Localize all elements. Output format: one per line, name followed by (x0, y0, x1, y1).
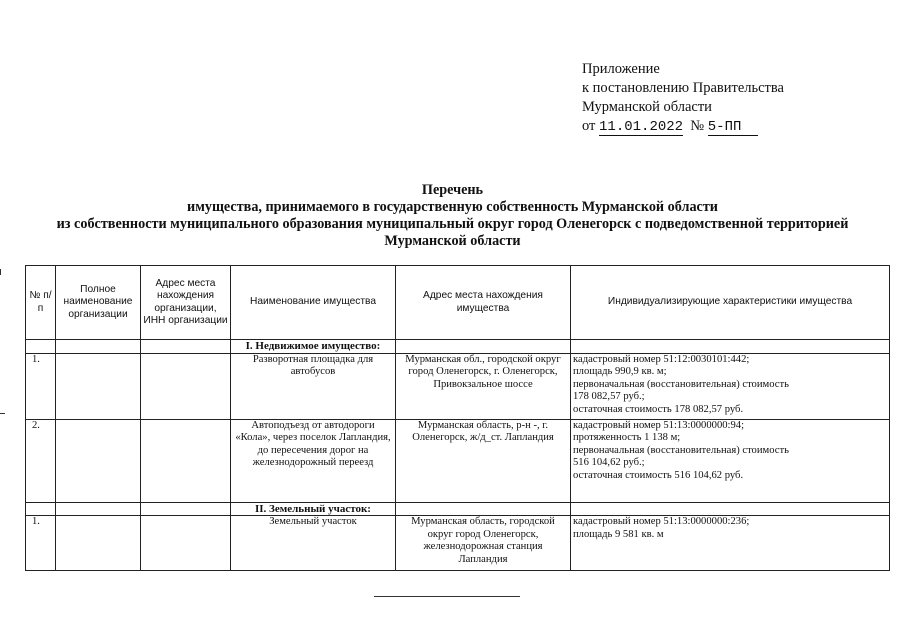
header-property-name: Наименование имущества (231, 266, 396, 340)
title-line-4: Мурманской области (384, 233, 521, 249)
header-property-address: Адрес места нахождения имущества (396, 266, 571, 340)
row-num: 2. (26, 419, 56, 502)
char-line: 178 082,57 руб.; (573, 391, 645, 403)
row-org (56, 516, 141, 571)
char-line: площадь 990,9 кв. м; (573, 366, 667, 378)
margin-mark (0, 269, 1, 275)
char-line: кадастровый номер 51:12:0030101:442; (573, 353, 750, 365)
row-property-address: Мурманская область, городской округ город Оленегорск, железнодорожная станция Лапландия (396, 516, 571, 571)
row-num: 1. (26, 353, 56, 419)
row-org (56, 419, 141, 502)
row-characteristics (571, 516, 890, 571)
row-org-address (141, 353, 231, 419)
appendix-line-3: Мурманской области (582, 99, 712, 115)
appendix-date-line (582, 117, 882, 136)
row-property-name: Разворотная площадка для автобусов (231, 353, 396, 419)
char-line: кадастровый номер 51:13:0000000:236; (573, 516, 750, 528)
title-line-1: Перечень (421, 182, 484, 198)
title-line-2: имущества, принимаемого в государственную собственность Мурманской области (187, 199, 718, 215)
char-line: 516 104,62 руб.; (573, 457, 645, 469)
row-org-address (141, 516, 231, 571)
number-prefix: № (690, 118, 705, 134)
char-line: первоначальная (восстановительная) стоимость (573, 444, 789, 456)
appendix-line-1: Приложение (582, 61, 660, 77)
header-num: № п/п (26, 266, 56, 340)
table-row (26, 516, 890, 571)
row-property-address: Мурманская область, р-н -, г. Оленегорск, ж/д_ст. Лапландия (396, 419, 571, 502)
row-characteristics (571, 419, 890, 502)
header-characteristics: Индивидуализирующие характеристики имущества (571, 266, 890, 340)
table-header-row (26, 266, 890, 340)
row-org-address (141, 419, 231, 502)
section-row (26, 502, 890, 516)
row-num: 1. (26, 516, 56, 571)
row-org (56, 353, 141, 419)
table-row (26, 353, 890, 419)
decree-number: 5-ПП (708, 120, 758, 136)
property-table (25, 265, 890, 571)
row-property-name: Автоподъезд от автодороги «Кола», через поселок Лапландия, до пересечения дорог на железнодорожный переезд (231, 419, 396, 502)
header-org-address: Адрес места нахождения организации, ИНН организации (141, 266, 231, 340)
footer-rule (374, 596, 520, 597)
section-row (26, 340, 890, 354)
char-line: площадь 9 581 кв. м (573, 528, 664, 540)
date-prefix: от (582, 118, 596, 134)
char-line: остаточная стоимость 178 082,57 руб. (573, 403, 744, 415)
margin-mark (0, 413, 5, 414)
row-property-name: Земельный участок (231, 516, 396, 571)
char-line: протяженность 1 138 м; (573, 432, 681, 444)
char-line: первоначальная (восстановительная) стоимость (573, 378, 789, 390)
title-line-3: из собственности муниципального образования муниципальный округ город Оленегорск с подведомственной территорией (56, 216, 849, 232)
char-line: остаточная стоимость 516 104,62 руб. (573, 469, 744, 481)
appendix-line-2: к постановлению Правительства (582, 80, 784, 96)
appendix-block (582, 60, 882, 136)
section-title: II. Земельный участок: (231, 502, 396, 516)
char-line: кадастровый номер 51:13:0000000:94; (573, 419, 745, 431)
table-row (26, 419, 890, 502)
decree-date: 11.01.2022 (599, 119, 684, 135)
section-title: I. Недвижимое имущество: (231, 340, 396, 354)
row-property-address: Мурманская обл., городской округ город Оленегорск, г. Оленегорск, Привокзальное шоссе (396, 353, 571, 419)
header-org: Полное наименование организации (56, 266, 141, 340)
row-characteristics (571, 353, 890, 419)
document-title (0, 182, 905, 250)
